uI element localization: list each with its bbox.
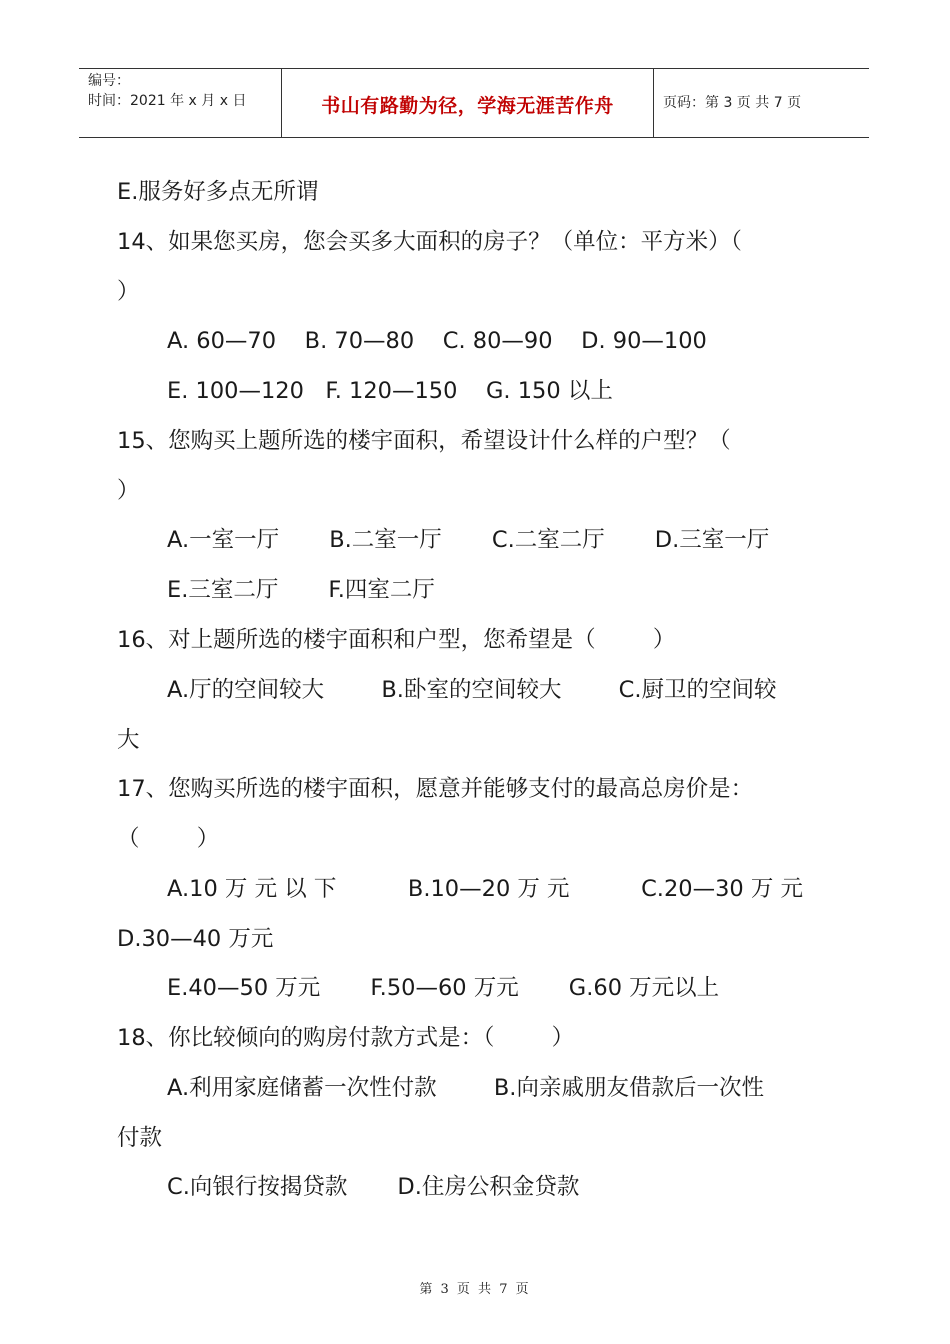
question-18-options-2: C.向银行按揭贷款 D.住房公积金贷款 bbox=[167, 1174, 580, 1200]
option-line: E.服务好多点无所谓 bbox=[117, 179, 319, 205]
question-16-options: A.厅的空间较大 B.卧室的空间较大 C.厨卫的空间较 bbox=[167, 677, 777, 703]
page-footer: 第 3 页 共 7 页 bbox=[419, 1282, 531, 1297]
question-14-options-1: A. 60—70 B. 70—80 C. 80—90 D. 90—100 bbox=[167, 328, 707, 354]
question-18-options-1: A.利用家庭储蓄一次性付款 B.向亲戚朋友借款后一次性 bbox=[167, 1075, 764, 1101]
question-15-cont: ） bbox=[117, 478, 140, 504]
question-15-options-1: A.一室一厅 B.二室一厅 C.二室二厅 D.三室一厅 bbox=[167, 527, 770, 553]
header-motto-cell bbox=[282, 69, 654, 137]
time-label: 时间：2021 年 x 月 x 日 bbox=[88, 93, 247, 109]
page-header bbox=[79, 68, 869, 138]
question-17-options-2: D.30—40 万元 bbox=[117, 926, 274, 952]
question-17-options-1: A.10 万 元 以 下 B.10—20 万 元 C.20—30 万 元 bbox=[167, 876, 804, 902]
question-17-options-3: E.40—50 万元 F.50—60 万元 G.60 万元以上 bbox=[167, 975, 720, 1001]
header-page-cell bbox=[654, 69, 869, 137]
question-16-options-cont: 大 bbox=[117, 727, 140, 753]
question-17-text: 17、您购买所选的楼宇面积，愿意并能够支付的最高总房价是： bbox=[117, 776, 754, 802]
question-17-blank: （ ） bbox=[117, 826, 220, 852]
question-14-cont: ） bbox=[117, 279, 140, 305]
question-16-text: 16、对上题所选的楼宇面积和户型，您希望是（ ） bbox=[117, 627, 676, 653]
question-14-options-2: E. 100—120 F. 120—150 G. 150 以上 bbox=[167, 378, 613, 404]
question-18-options-1-cont: 付款 bbox=[117, 1125, 163, 1151]
header-page-label: 页码：第 3 页 共 7 页 bbox=[663, 95, 802, 111]
question-15-text: 15、您购买上题所选的楼宇面积，希望设计什么样的户型？（ bbox=[117, 428, 731, 454]
question-18-text: 18、你比较倾向的购房付款方式是：（ ） bbox=[117, 1025, 575, 1051]
header-meta-cell bbox=[79, 69, 282, 137]
question-15-options-2: E.三室二厅 F.四室二厅 bbox=[167, 577, 435, 603]
number-label: 编号： bbox=[88, 73, 130, 89]
question-14-text: 14、如果您买房，您会买多大面积的房子？（单位：平方米）（ bbox=[117, 229, 742, 255]
motto-text: 书山有路勤为径，学海无涯苦作舟 bbox=[321, 95, 614, 117]
